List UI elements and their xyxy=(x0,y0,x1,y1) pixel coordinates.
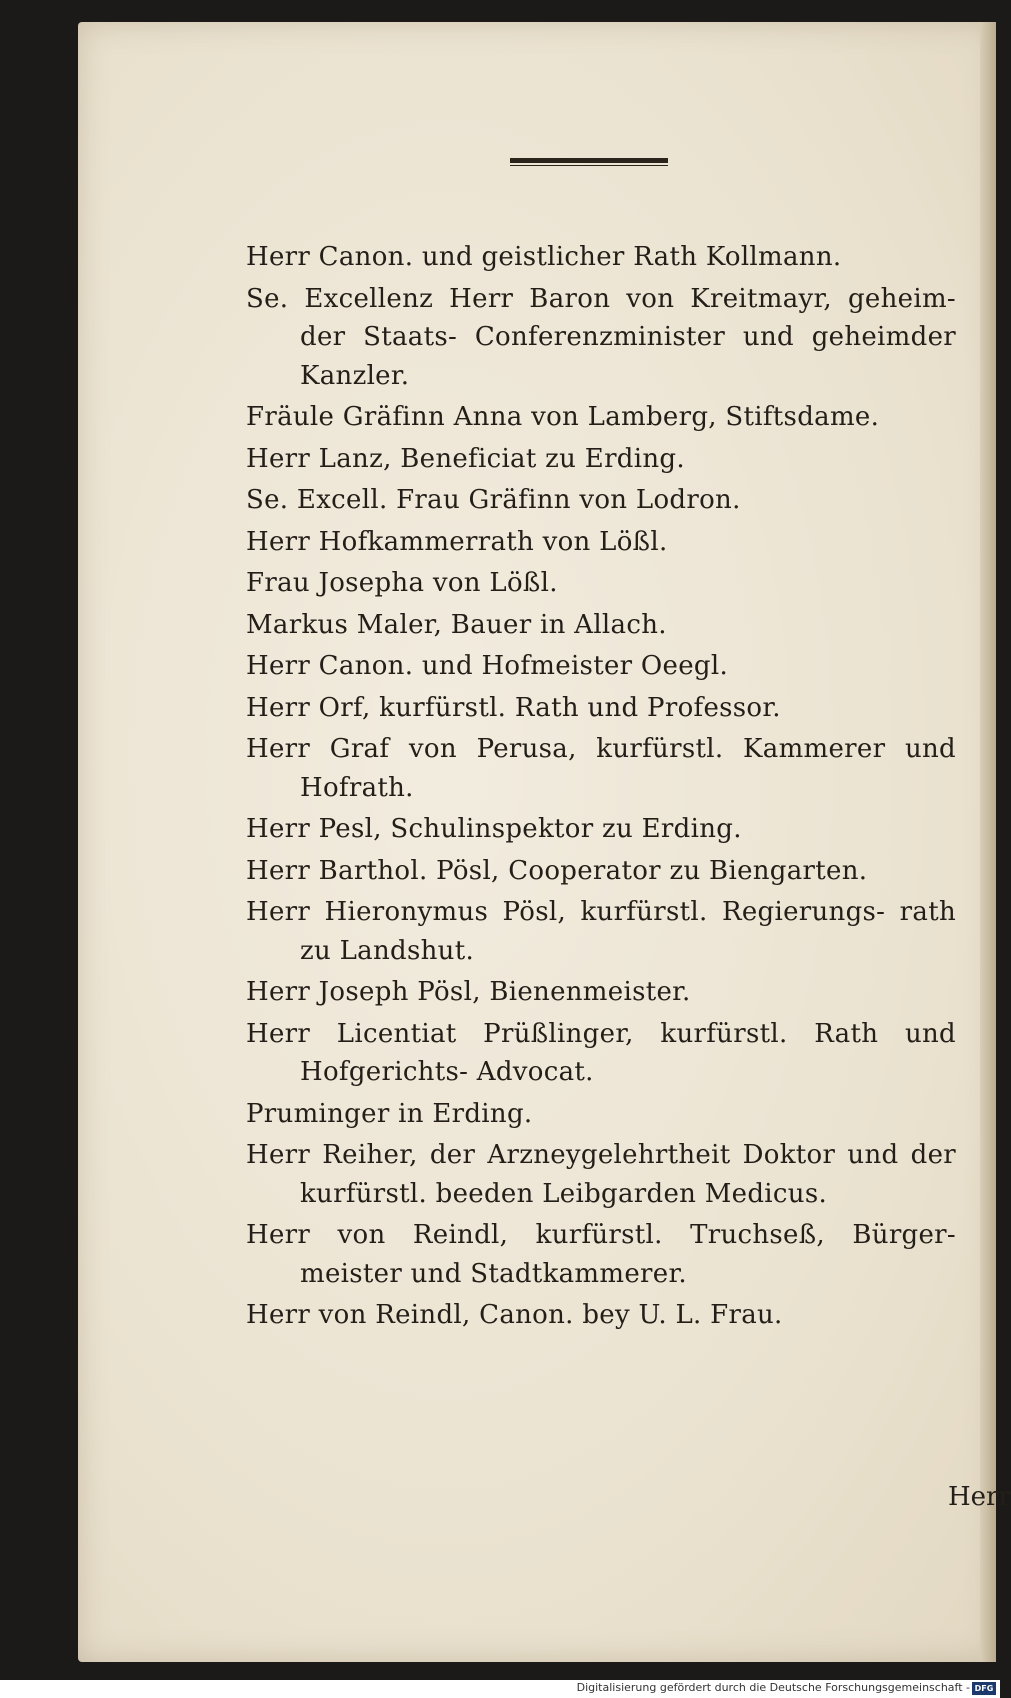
list-entry: Herr Canon. und geistlicher Rath Kollmann. xyxy=(246,242,842,272)
digitization-footer xyxy=(0,1680,1000,1698)
dfg-logo: DFG xyxy=(972,1682,996,1695)
footer-credit: Digitalisierung gefördert durch die Deutsche Forschungsgemeinschaft - xyxy=(576,1681,970,1694)
list-entry: Frau Josepha von Lößl. xyxy=(246,568,558,598)
list-entry: Fräule Gräfinn Anna von Lamberg, Stiftsdame. xyxy=(246,402,880,432)
list-entry: Herr Canon. und Hofmeister Oeegl. xyxy=(246,651,729,681)
list-entry: Herr Graf von Perusa, kurfürstl. Kammerer und Hofrath. xyxy=(246,734,956,803)
list-entry: Herr Hofkammerrath von Lößl. xyxy=(246,526,668,557)
catchword: Herr xyxy=(948,1482,1011,1512)
book-page xyxy=(78,22,1011,1662)
list-entry: Herr Pesl, Schulinspektor zu Erding. xyxy=(246,814,742,844)
list-entry: Herr Lanz, Beneficiat zu Erding. xyxy=(246,443,685,474)
list-entry: Herr Orf, kurfürstl. Rath und Professor. xyxy=(246,692,781,723)
list-entry: Herr von Reindl, kurfürstl. Truchseß, Bürger- meister und Stadtkammerer. xyxy=(246,1220,956,1289)
list-entry: Herr Hieronymus Pösl, kurfürstl. Regierungs- rath zu Landshut. xyxy=(246,897,956,966)
list-entry: Herr von Reindl, Canon. bey U. L. Frau. xyxy=(246,1300,783,1330)
list-entry: Markus Maler, Bauer in Allach. xyxy=(246,609,667,640)
list-entry: Herr Reiher, der Arzneygelehrtheit Doktor und der kurfürstl. beeden Leibgarden Medicus. xyxy=(246,1140,956,1209)
list-entry: Herr Joseph Pösl, Bienenmeister. xyxy=(246,977,691,1007)
page-edge xyxy=(980,22,996,1662)
header-rule xyxy=(510,158,668,168)
subscriber-list xyxy=(246,238,956,1338)
list-entry: Se. Excellenz Herr Baron von Kreitmayr, geheim- der Staats- Conferenzminister und geheimder Kanzler. xyxy=(246,283,956,391)
list-entry: Pruminger in Erding. xyxy=(246,1098,533,1129)
list-entry: Herr Barthol. Pösl, Cooperator zu Biengarten. xyxy=(246,855,868,886)
list-entry: Se. Excell. Frau Gräfinn von Lodron. xyxy=(246,485,741,515)
list-entry: Herr Licentiat Prüßlinger, kurfürstl. Rath und Hofgerichts- Advocat. xyxy=(246,1018,956,1087)
